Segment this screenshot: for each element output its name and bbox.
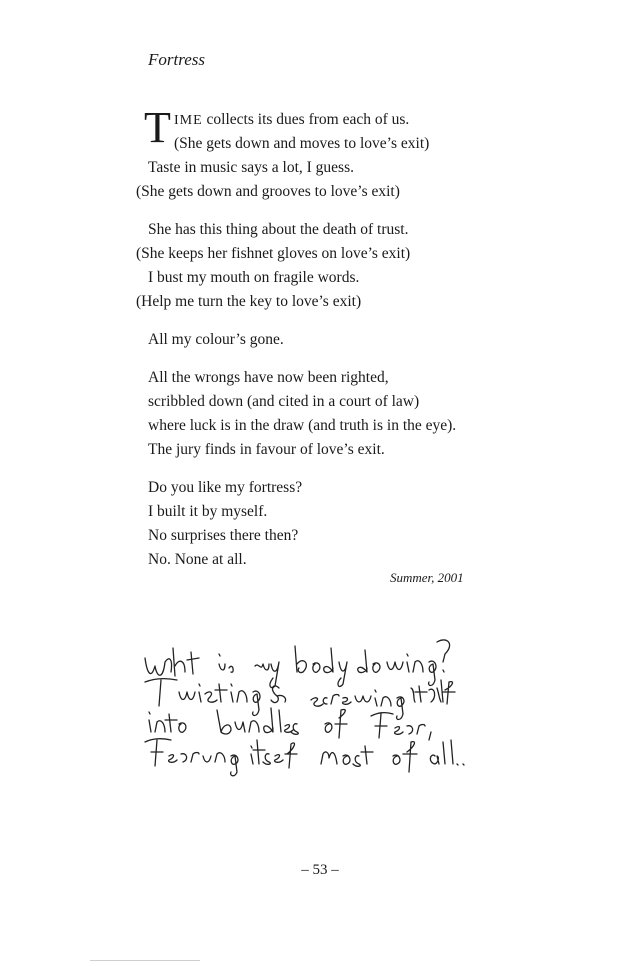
scan-edge-line [90, 960, 200, 961]
poem-line: (She gets down and grooves to love’s exit) [136, 183, 400, 200]
poem-line: scribbled down (and cited in a court of law) [148, 393, 420, 410]
poem-line: Do you like my fortress? [148, 479, 303, 496]
poem-line: (She keeps her fishnet gloves on love’s exit) [136, 245, 411, 262]
poem-title: Fortress [148, 50, 205, 69]
small-caps-word: IME [174, 113, 203, 128]
poem-line-text: collects its dues from each of us. [202, 111, 410, 128]
poem-line: (Help me turn the key to love’s exit) [136, 293, 362, 310]
poem-line: where luck is in the draw (and truth is in the eye). [148, 417, 457, 434]
handwritten-note [135, 628, 465, 778]
poem-line: No. None at all. [148, 551, 247, 568]
poem-line: No surprises there then? [148, 527, 299, 544]
poem-line: All the wrongs have now been righted, [148, 369, 389, 386]
page-number: – 53 – [301, 862, 339, 878]
poem-line: She has this thing about the death of trust. [148, 221, 409, 238]
poem-line [174, 110, 409, 131]
poem-line: The jury finds in favour of love’s exit. [148, 441, 385, 458]
poem-line: All my colour’s gone. [148, 331, 284, 348]
poem-line: Taste in music says a lot, I guess. [148, 159, 354, 176]
poem-line: I built it by myself. [148, 503, 268, 520]
poem-date: Summer, 2001 [390, 570, 464, 585]
poem-line: I bust my mouth on fragile words. [148, 269, 360, 286]
poem-line: (She gets down and moves to love’s exit) [174, 135, 430, 152]
drop-cap: T [144, 103, 171, 152]
